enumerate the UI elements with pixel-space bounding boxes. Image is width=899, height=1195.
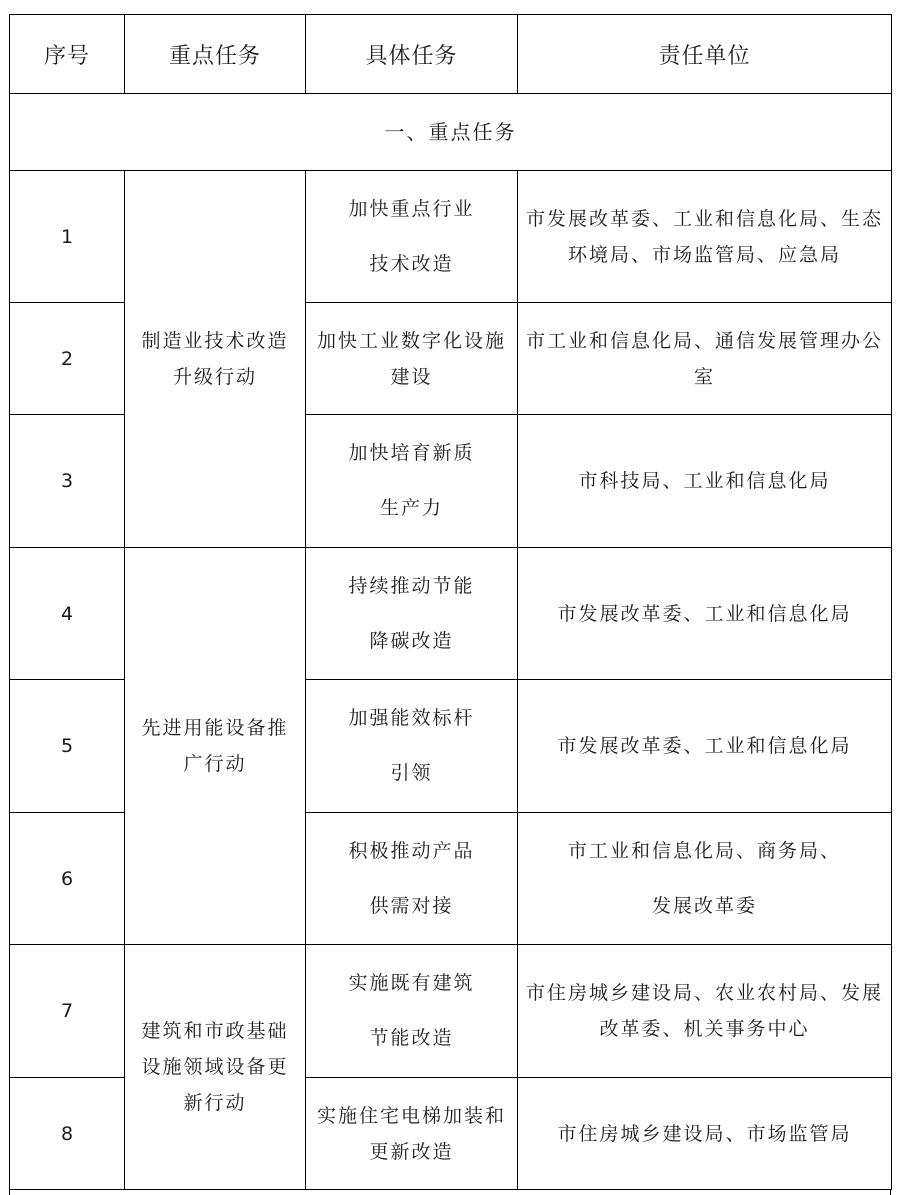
row-unit: 市工业和信息化局、通信发展管理办公室 [518,303,892,415]
row-unit: 市发展改革委、工业和信息化局、生态环境局、市场监管局、应急局 [518,171,892,303]
row-task [306,813,518,945]
row-task-line: 生产力 [379,497,443,519]
group-name: 先进用能设备推广行动 [125,548,306,945]
row-task [306,945,518,1078]
group-name: 建筑和市政基础设施领域设备更新行动 [125,945,306,1190]
header-key-task: 重点任务 [125,15,306,94]
row-unit: 市科技局、工业和信息化局 [518,415,892,548]
row-unit-line: 市工业和信息化局、商务局、 [567,839,841,862]
row-task-line: 实施既有建筑 [348,972,475,994]
group-name: 制造业技术改造升级行动 [125,171,306,548]
row-seq: 7 [10,945,125,1078]
header-seq: 序号 [10,15,125,94]
row-unit [518,813,892,945]
task-table [9,14,892,1190]
header-responsible: 责任单位 [518,15,892,94]
row-task-line: 加强能效标杆 [348,707,475,729]
row-unit: 市发展改革委、工业和信息化局 [518,680,892,813]
row-task-line: 降碳改造 [369,629,454,652]
row-unit: 市发展改革委、工业和信息化局 [518,548,892,680]
row-task: 实施住宅电梯加装和更新改造 [306,1078,518,1190]
row-task-line: 持续推动节能 [348,574,475,597]
header-row [10,15,892,94]
row-task-line: 加快重点行业 [348,197,475,220]
row-unit-line: 发展改革委 [651,894,757,917]
row-task: 加快工业数字化设施建设 [306,303,518,415]
row-unit: 市住房城乡建设局、市场监管局 [518,1078,892,1190]
row-task-line: 积极推动产品 [348,839,475,862]
row-task-line: 加快培育新质 [348,442,475,464]
row-seq: 8 [10,1078,125,1190]
row-seq: 1 [10,171,125,303]
row-seq: 2 [10,303,125,415]
row-task [306,548,518,680]
row-task-line: 引领 [390,762,433,784]
row-seq: 3 [10,415,125,548]
section-title: 一、重点任务 [10,94,892,171]
table-row [10,548,892,680]
row-task [306,415,518,548]
row-unit: 市住房城乡建设局、农业农村局、发展改革委、机关事务中心 [518,945,892,1078]
table-row [10,171,892,303]
row-seq: 5 [10,680,125,813]
row-task [306,680,518,813]
row-task-line: 节能改造 [369,1027,454,1049]
table-continuation-edge [9,1189,891,1195]
row-seq: 4 [10,548,125,680]
table-row [10,945,892,1078]
header-specific-task: 具体任务 [306,15,518,94]
section-row [10,94,892,171]
row-task [306,171,518,303]
row-task-line: 供需对接 [369,894,454,917]
row-seq: 6 [10,813,125,945]
row-task-line: 技术改造 [369,252,454,275]
